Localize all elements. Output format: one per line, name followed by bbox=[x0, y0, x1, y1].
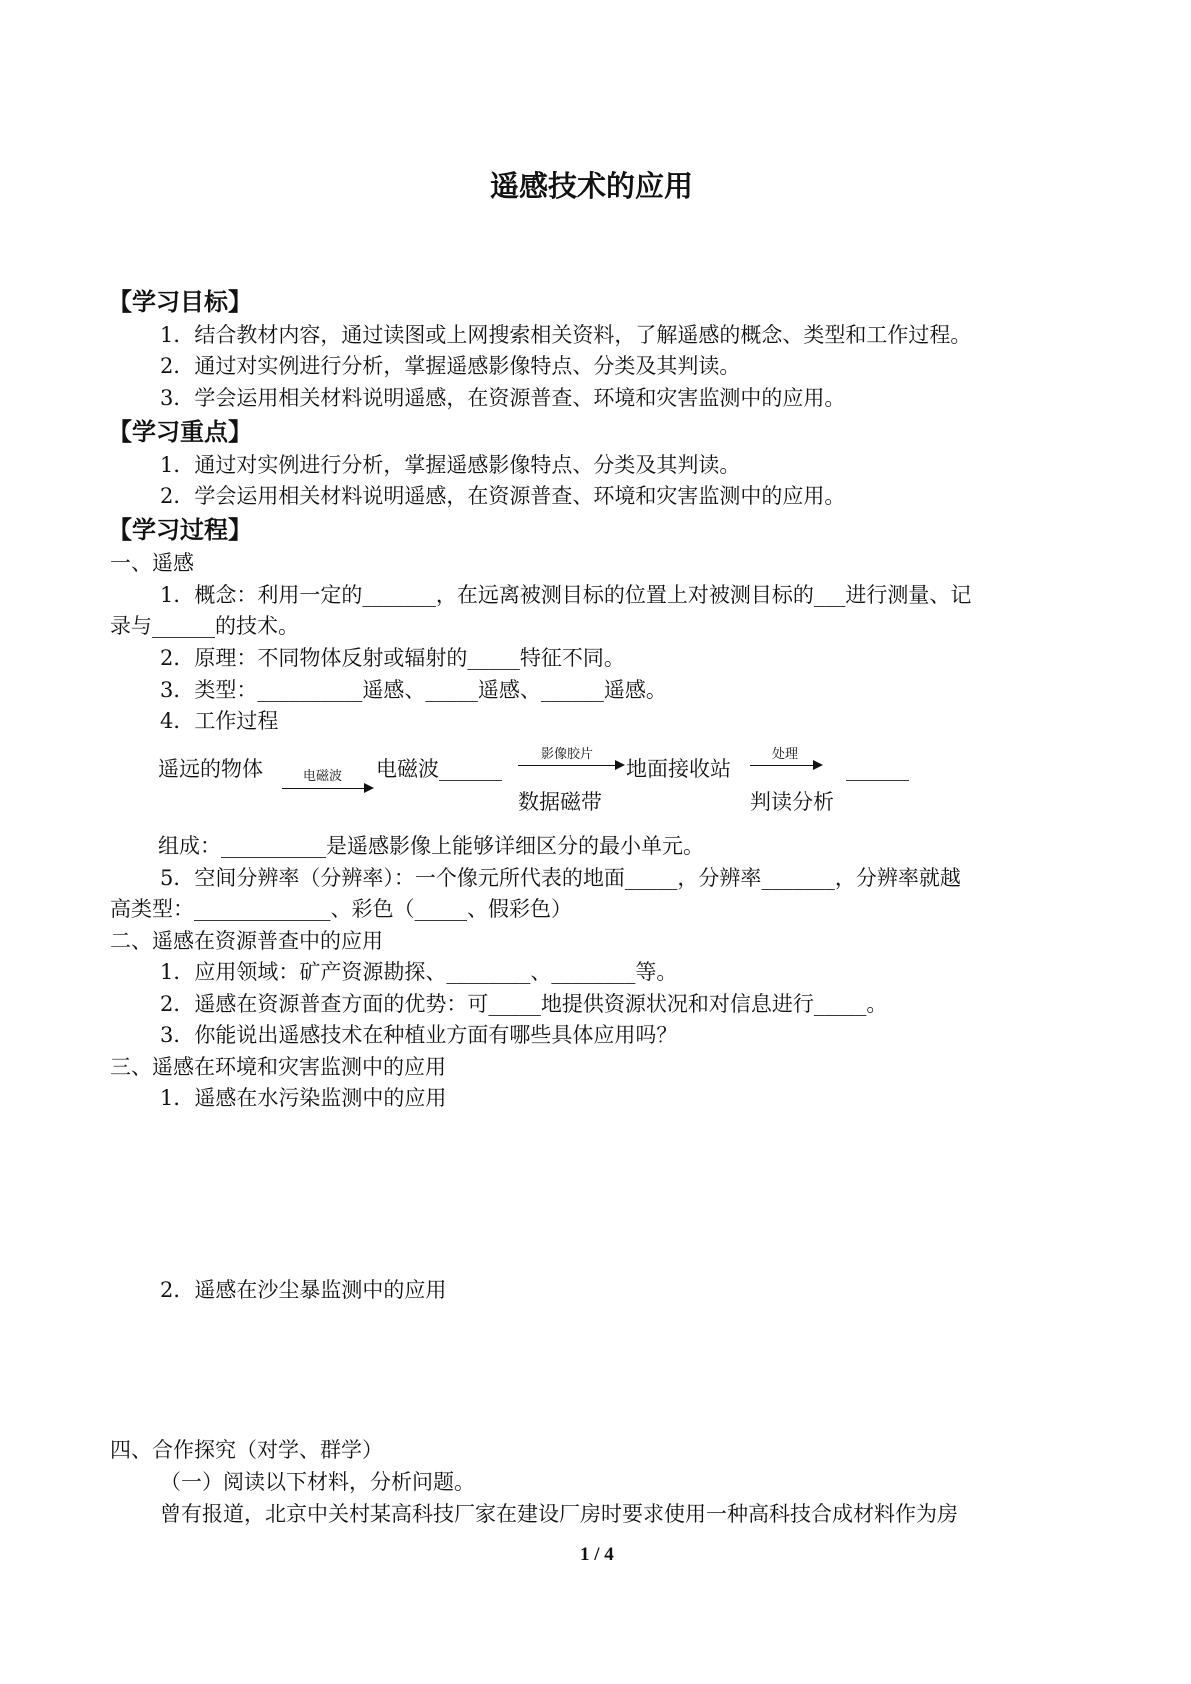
part3-item: 1．遥感在水污染监测中的应用 bbox=[160, 1086, 447, 1110]
process-header: 【学习过程】 bbox=[108, 515, 252, 544]
part2-item: 3．你能说出遥感技术在种植业方面有哪些具体应用吗？ bbox=[160, 1023, 678, 1047]
objective-item: 3．学会运用相关材料说明遥感，在资源普查、环境和灾害监测中的应用。 bbox=[160, 386, 846, 410]
concept-line-2: 录与______的技术。 bbox=[110, 614, 299, 638]
flow-em-wave: 电磁波______ bbox=[376, 757, 502, 781]
keypoint-item: 2．学会运用相关材料说明遥感，在资源普查、环境和灾害监测中的应用。 bbox=[160, 484, 846, 508]
part4-paragraph: 曾有报道，北京中关村某高科技厂家在建设厂房时要求使用一种高科技合成材料作为房 bbox=[160, 1502, 958, 1526]
flow-result-blank: ______ bbox=[846, 757, 909, 781]
flow-arrow-3 bbox=[750, 765, 814, 766]
flow-arrow-label-film: 影像胶片 bbox=[541, 747, 594, 762]
part4-heading: 四、合作探究（对学、群学） bbox=[110, 1438, 383, 1462]
flow-arrow-label-process: 处理 bbox=[772, 747, 799, 762]
resolution-line-1: 5．空间分辨率（分辨率）：一个像元所代表的地面_____，分辨率_______，分辨率就越 bbox=[160, 866, 961, 890]
flow-arrowhead-2 bbox=[615, 760, 625, 770]
objectives-header: 【学习目标】 bbox=[108, 287, 252, 316]
types-line: 3．类型：__________遥感、_____遥感、______遥感。 bbox=[160, 678, 667, 702]
flow-arrow-1 bbox=[282, 788, 365, 789]
flow-arrowhead-1 bbox=[364, 783, 374, 793]
objective-item: 1．结合教材内容，通过读图或上网搜索相关资料，了解遥感的概念、类型和工作过程。 bbox=[160, 323, 972, 347]
workflow-heading: 4．工作过程 bbox=[160, 709, 279, 733]
principle-line: 2．原理：不同物体反射或辐射的_____特征不同。 bbox=[160, 646, 625, 670]
part3-item: 2．遥感在沙尘暴监测中的应用 bbox=[160, 1278, 447, 1302]
flow-ground-station: 地面接收站 bbox=[626, 757, 731, 781]
part4-subheading: （一）阅读以下材料，分析问题。 bbox=[160, 1470, 475, 1494]
keypoint-item: 1．通过对实例进行分析，掌握遥感影像特点、分类及其判读。 bbox=[160, 453, 741, 477]
flow-interpretation: 判读分析 bbox=[750, 790, 834, 814]
page-number: 1 / 4 bbox=[580, 1544, 614, 1565]
flow-data-tape: 数据磁带 bbox=[518, 790, 602, 814]
objective-item: 2．通过对实例进行分析，掌握遥感影像特点、分类及其判读。 bbox=[160, 354, 741, 378]
document-title: 遥感技术的应用 bbox=[490, 169, 694, 203]
resolution-line-2: 高类型：_____________、彩色（_____、假彩色） bbox=[110, 897, 572, 921]
part1-heading: 一、遥感 bbox=[110, 551, 194, 575]
part2-heading: 二、遥感在资源普查中的应用 bbox=[110, 929, 383, 953]
flow-arrow-label-em: 电磁波 bbox=[303, 769, 343, 784]
flow-arrow-2 bbox=[518, 765, 616, 766]
flow-remote-object: 遥远的物体 bbox=[158, 757, 263, 781]
part3-heading: 三、遥感在环境和灾害监测中的应用 bbox=[110, 1055, 446, 1079]
keypoints-header: 【学习重点】 bbox=[108, 417, 252, 446]
part2-item: 2．遥感在资源普查方面的优势：可_____地提供资源状况和对信息进行_____。 bbox=[160, 992, 888, 1016]
concept-line-1: 1．概念：利用一定的_______，在远离被测目标的位置上对被测目标的___进行测量、记 bbox=[160, 583, 972, 607]
flow-arrowhead-3 bbox=[813, 760, 823, 770]
part2-item: 1．应用领域：矿产资源勘探、________、________等。 bbox=[160, 960, 678, 984]
composition-line: 组成：__________是遥感影像上能够详细区分的最小单元。 bbox=[158, 834, 704, 858]
